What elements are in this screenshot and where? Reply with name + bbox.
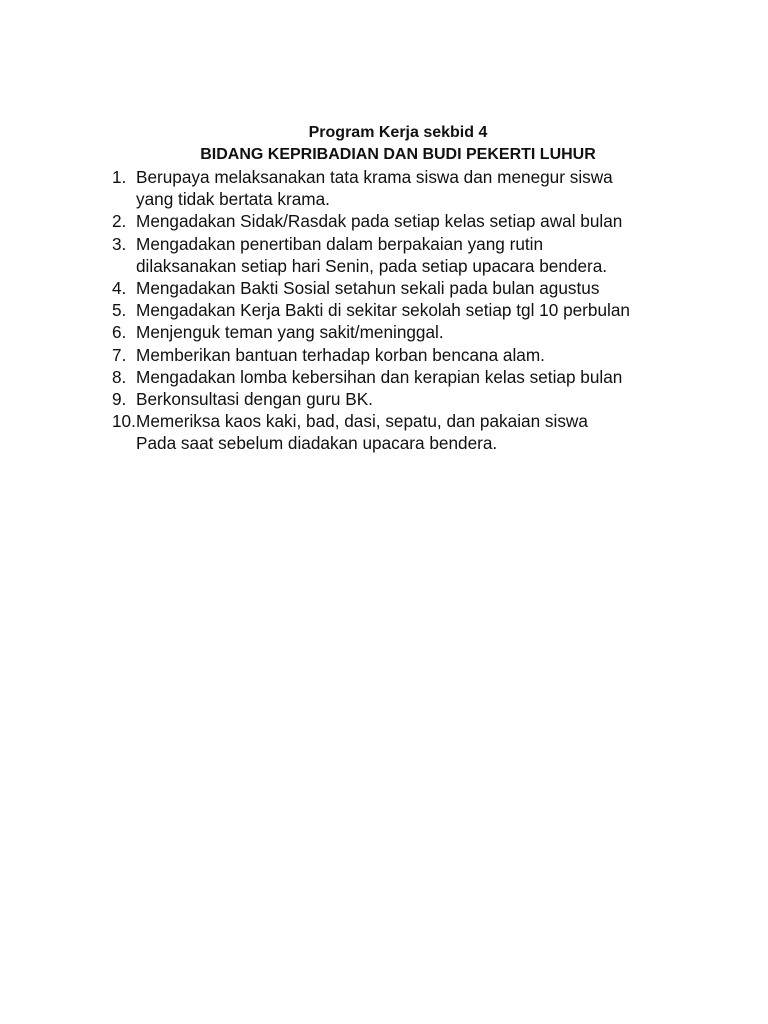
item-text: Mengadakan Kerja Bakti di sekitar sekolah setiap tgl 10 perbulan: [136, 300, 630, 321]
list-item: [112, 277, 752, 299]
item-number: 6.: [112, 322, 127, 343]
item-text: Berkonsultasi dengan guru BK.: [136, 389, 373, 410]
document-subtitle: BIDANG KEPRIBADIAN DAN BUDI PEKERTI LUHUR: [200, 146, 596, 163]
list-item: [112, 388, 752, 410]
list-item: [112, 410, 752, 454]
item-text: dilaksanakan setiap hari Senin, pada setiap upacara bendera.: [136, 255, 608, 276]
item-number: 3.: [112, 233, 127, 254]
item-text: Pada saat sebelum diadakan upacara bendera.: [136, 433, 498, 454]
list-item: [112, 299, 752, 321]
item-number: 2.: [112, 211, 127, 232]
list-item: [112, 166, 752, 210]
item-text: Memeriksa kaos kaki, bad, dasi, sepatu, dan pakaian siswa: [136, 411, 588, 432]
list-item: [112, 321, 752, 343]
item-number: 4.: [112, 278, 127, 299]
item-text: yang tidak bertata krama.: [136, 189, 330, 210]
item-text: Mengadakan penertiban dalam berpakaian yang rutin: [136, 233, 544, 254]
list-item: [112, 210, 752, 232]
list-item: [112, 366, 752, 388]
item-text: Mengadakan Sidak/Rasdak pada setiap kelas setiap awal bulan: [136, 211, 623, 232]
item-text: Memberikan bantuan terhadap korban bencana alam.: [136, 344, 545, 365]
item-number: 1.: [112, 167, 127, 187]
document-title: Program Kerja sekbid 4: [308, 124, 488, 141]
item-number: 10.: [112, 411, 136, 432]
program-list: [112, 166, 752, 455]
list-item: [112, 233, 752, 277]
item-text: Mengadakan Bakti Sosial setahun sekali pada bulan agustus: [136, 278, 600, 299]
item-number: 9.: [112, 389, 127, 410]
item-number: 8.: [112, 366, 127, 387]
item-number: 7.: [112, 344, 127, 365]
item-text: Mengadakan lomba kebersihan dan kerapian kelas setiap bulan: [136, 366, 623, 387]
list-item: [112, 344, 752, 366]
item-number: 5.: [112, 300, 127, 321]
item-text: Menjenguk teman yang sakit/meninggal.: [136, 322, 444, 343]
item-text: Berupaya melaksanakan tata krama siswa dan menegur siswa: [136, 167, 613, 187]
